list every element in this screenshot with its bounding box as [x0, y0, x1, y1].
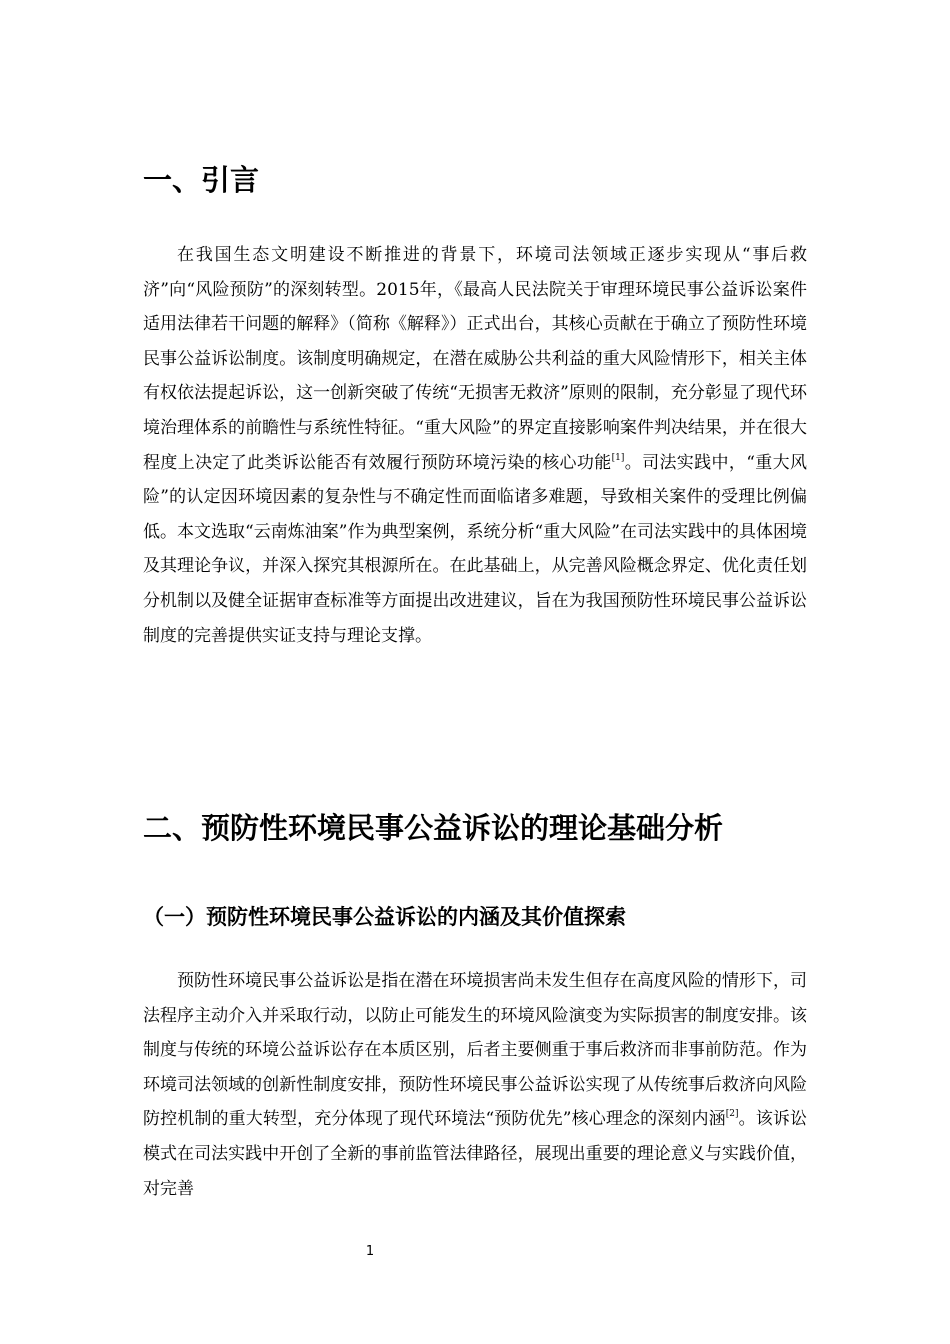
paragraph-text: 。司法实践中，“重大风险”的认定因环境因素的复杂性与不确定性而面临诸多难题，导致相关案件的受理比例偏低。本文选取“云南炼油案”作为典型案例，系统分析“重大风险”在司法实践中的具体困境及其理论争议，并深入探究其根源所在。在此基础上，从完善风险概念界定、优化责任划分机制以及健全证据审查标准等方面提出改进建议，旨在为我国预防性环境民事公益诉讼制度的完善提供实证支持与理论支撑。	[143, 452, 807, 646]
section-heading-theory: 二、预防性环境民事公益诉讼的理论基础分析	[143, 811, 724, 845]
connotation-paragraph	[143, 964, 807, 1206]
paragraph-text: 。该诉讼模式在司法实践中开创了全新的事前监管法律路径，展现出重要的理论意义与实践价值，对完善	[143, 1109, 807, 1199]
page-number: 1	[365, 1244, 375, 1259]
citation-ref-1[interactable]: [1]	[611, 452, 625, 463]
section-heading-introduction: 一、引言	[143, 163, 260, 197]
subsection-heading-connotation: （一）预防性环境民事公益诉讼的内涵及其价值探索	[143, 905, 626, 929]
paragraph-text: 在我国生态文明建设不断推进的背景下，环境司法领域正逐步实现从“事后救济”向“风险预防”的深刻转型。2015年，《最高人民法院关于审理环境民事公益诉讼案件适用法律若干问题的解释》（简称《解释》）正式出台，其核心贡献在于确立了预防性环境民事公益诉讼制度。该制度明确规定，在潜在威胁公共利益的重大风险情形下，相关主体有权依法提起诉讼，这一创新突破了传统“无损害无救济”原则的限制，充分彰显了现代环境治理体系的前瞻性与系统性特征。“重大风险”的界定直接影响案件判决结果，并在很大程度上决定了此类诉讼能否有效履行预防环境污染的核心功能	[143, 245, 807, 473]
citation-ref-2[interactable]: [2]	[725, 1109, 739, 1120]
introduction-paragraph	[143, 238, 807, 653]
paragraph-text: 预防性环境民事公益诉讼是指在潜在环境损害尚未发生但存在高度风险的情形下，司法程序主动介入并采取行动，以防止可能发生的环境风险演变为实际损害的制度安排。该制度与传统的环境公益诉讼存在本质区别，后者主要侧重于事后救济而非事前防范。作为环境司法领域的创新性制度安排，预防性环境民事公益诉讼实现了从传统事后救济向风险防控机制的重大转型，充分体现了现代环境法“预防优先”核心理念的深刻内涵	[143, 971, 807, 1130]
